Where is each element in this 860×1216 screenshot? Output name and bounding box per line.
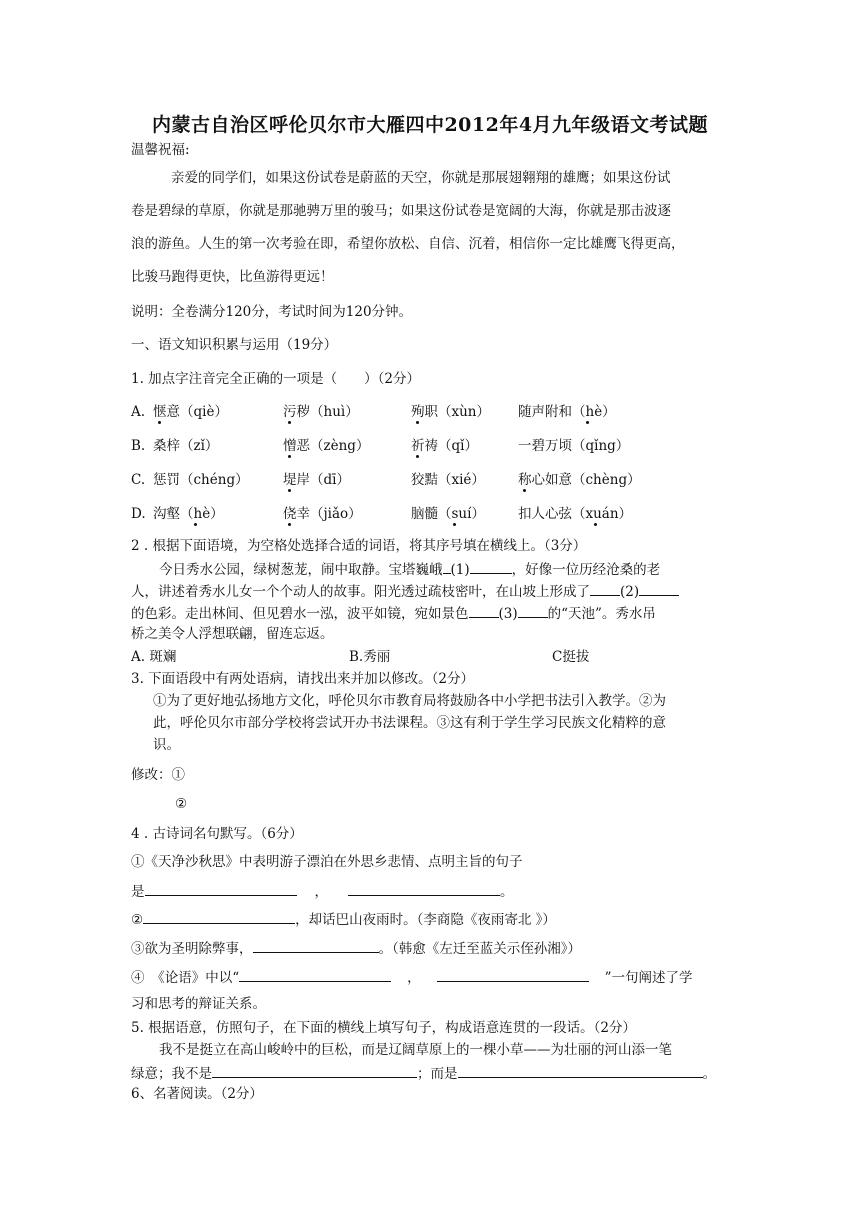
answer-blank[interactable]	[437, 967, 589, 982]
option-item: 惬意（qiè）	[153, 404, 228, 420]
option-letter: D.	[131, 506, 146, 522]
option-item: 脑髓（suí）	[411, 506, 485, 522]
option-item: 沟壑（hè）	[153, 506, 224, 522]
instructions: 说明：全卷满分120分，考试时间为120分钟。	[131, 304, 413, 320]
q3-fix-2: ②	[175, 796, 188, 812]
option-item: 扣人心弦（xuán）	[518, 506, 633, 522]
greeting-line: 卷是碧绿的草原，你就是那驰骋万里的骏马；如果这份试卷是宽阔的大海，你就是那击波逐	[131, 203, 671, 219]
answer-blank[interactable]	[348, 881, 500, 896]
question-2-stem: 2 . 根据下面语境，为空格处选择合适的词语，将其序号填在横线上。（3分）	[131, 538, 587, 554]
q2-passage-line: 今日秀水公园，绿树葱茏，闹中取静。宝塔巍峨 (1) ，好像一位历经沧桑的老	[159, 559, 660, 579]
option-letter: C.	[131, 472, 146, 488]
question-3-stem: 3. 下面语段中有两处语病，请找出来并加以修改。（2分）	[131, 671, 475, 687]
q2-option-c: C挺拔	[552, 649, 590, 665]
q4-item-3: ③欲为圣明除弊事， 。（韩愈《左迁至蓝关示侄孙湘》）	[131, 938, 581, 958]
option-letter: A.	[131, 404, 146, 420]
greeting-label: 温馨祝福:	[131, 142, 190, 158]
question-5-stem: 5. 根据语意，仿照句子，在下面的横线上填写句子，构成语意连贯的一段话。（2分）	[131, 1020, 637, 1036]
option-item: 祈祷（qǐ）	[411, 438, 478, 454]
option-item: 污秽（huì）	[283, 404, 359, 420]
q3-passage-line: 识。	[153, 737, 180, 753]
answer-blank[interactable]	[239, 967, 391, 982]
q2-option-b: B.秀丽	[349, 649, 391, 665]
q5-blanks: 绿意；我不是 ；而是 。	[131, 1063, 716, 1083]
question-4-stem: 4 . 古诗词名句默写。（6分）	[131, 826, 303, 842]
question-1-stem: 1. 加点字注音完全正确的一项是（ ）（2分）	[131, 371, 421, 387]
q4-item-2: ② ，却话巴山夜雨时。（李商隐《夜雨寄北 》）	[131, 909, 556, 929]
q3-fix-label: 修改：①	[131, 767, 185, 783]
option-item: 随声附和（hè）	[518, 404, 616, 420]
greeting-line: 亲爱的同学们，如果这份试卷是蔚蓝的天空，你就是那展翅翱翔的雄鹰；如果这份试	[171, 170, 671, 186]
q5-example: 我不是挺立在高山峻岭中的巨松，而是辽阔草原上的一棵小草——为壮丽的河山添一笔	[159, 1042, 672, 1058]
q2-passage-line: 的色彩。走出林间、但见碧水一泓，波平如镜，宛如景色 (3) 的“天池”。秀水吊	[131, 603, 656, 623]
answer-blank[interactable]	[143, 909, 295, 924]
option-item: 称心如意（chèng）	[518, 472, 641, 488]
option-item: 憎恶（zèng）	[283, 438, 370, 454]
q2-passage-line: 桥之美令人浮想联翩，留连忘返。	[131, 626, 334, 642]
page-title: 内蒙古自治区呼伦贝尔市大雁四中2012年4月九年级语文考试题	[151, 114, 709, 136]
answer-blank[interactable]	[212, 1063, 417, 1078]
answer-blank[interactable]	[253, 938, 379, 953]
q4-item-4-cont: 习和思考的辩证关系。	[131, 996, 266, 1012]
greeting-line: 浪的游鱼。人生的第一次考验在即，希望你放松、自信、沉着，相信你一定比雄鹰飞得更高，	[131, 236, 685, 252]
q2-passage-line: 人，讲述着秀水儿女一个个动人的故事。阳光透过疏枝密叶，在山坡上形成了 (2)	[131, 581, 679, 601]
option-item: 殉职（xùn）	[411, 404, 491, 420]
option-item: 侥幸（jiǎo）	[283, 506, 362, 522]
q3-passage-line: 此，呼伦贝尔市部分学校将尝试开办书法课程。③这有利于学生学习民族文化精粹的意	[153, 715, 666, 731]
option-item: 桑梓（zǐ）	[153, 438, 219, 454]
q4-item-1-blanks: 是 ， 。	[131, 881, 514, 901]
q4-item-4: ④ 《论语》中以“ ， ”一句阐述了学	[131, 967, 693, 987]
answer-blank[interactable]	[145, 881, 297, 896]
q3-passage-line: ①为了更好地弘扬地方文化，呼伦贝尔市教育局将鼓励各中小学把书法引入教学。②为	[153, 693, 666, 709]
option-item: 惩罚（chéng）	[153, 472, 249, 488]
question-6-stem: 6、名著阅读。（2分）	[131, 1086, 263, 1102]
option-item: 堤岸（dī）	[283, 472, 350, 488]
answer-blank[interactable]	[458, 1063, 703, 1078]
q2-option-a: A. 斑斓	[131, 649, 177, 665]
section-heading: 一、语文知识积累与运用（19分）	[131, 337, 338, 353]
option-letter: B.	[131, 438, 146, 454]
option-item: 一碧万顷（qǐng）	[518, 438, 630, 454]
option-item: 狡黠（xié）	[411, 472, 485, 488]
greeting-line: 比骏马跑得更快，比鱼游得更远！	[131, 269, 334, 285]
q4-item-1: ①《天净沙秋思》中表明游子漂泊在外思乡悲情、点明主旨的句子	[131, 854, 523, 870]
